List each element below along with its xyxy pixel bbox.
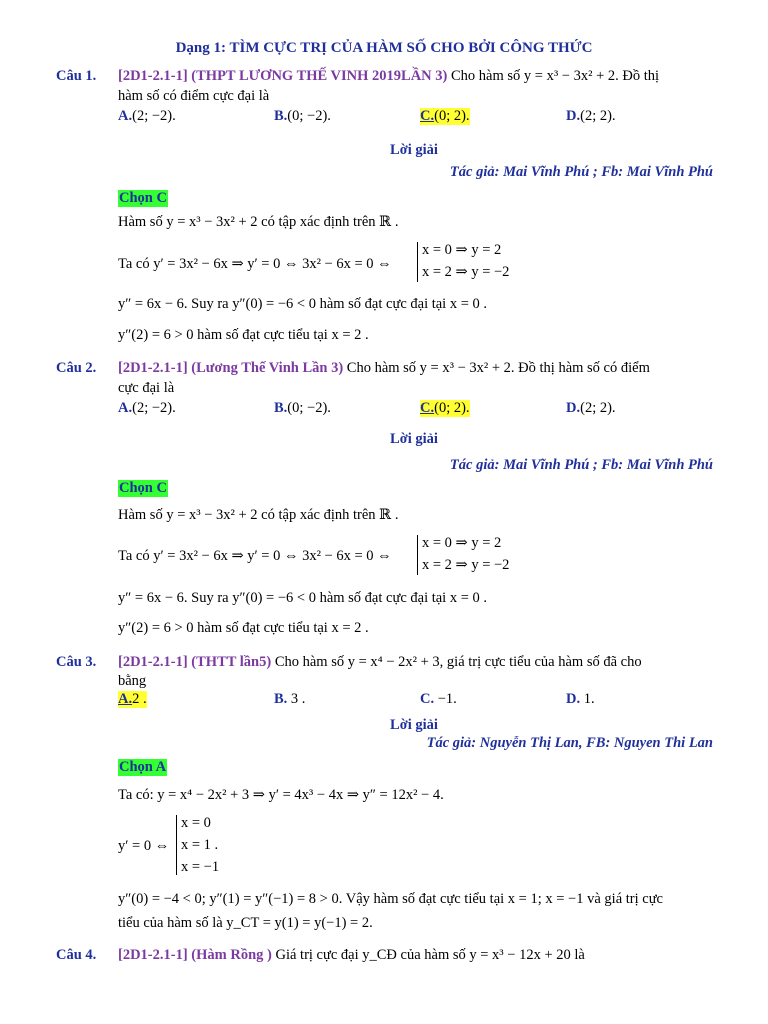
section-heading: Dạng 1: TÌM CỰC TRỊ CỦA HÀM SỐ CHO BỞI CÔNG THỨC — [175, 40, 593, 56]
question-3-stem-line1 — [118, 654, 642, 671]
question-2-solution-line4: y″(2) = 6 > 0 hàm số đạt cực tiểu tại x = 2 . — [118, 620, 369, 636]
question-1-case-bracket — [417, 242, 418, 282]
question-3-option-c[interactable]: C. −1. — [420, 691, 457, 707]
question-1-solution-line2: Ta có y′ = 3x² − 6x ⇒ y′ = 0 ⇔ 3x² − 6x = 0 ⇔ — [118, 256, 392, 272]
question-1-option-b[interactable]: B.(0; −2). — [274, 108, 331, 124]
question-1-source: (THPT LƯƠNG THẾ VINH 2019LẦN 3) — [191, 68, 448, 84]
question-4-source: (Hàm Rồng ) — [191, 947, 272, 963]
question-1-label: Câu 1. — [56, 68, 97, 84]
question-1-case-2: x = 2 ⇒ y = −2 — [422, 264, 510, 280]
question-2-source: (Lương Thế Vinh Lần 3) — [191, 360, 344, 376]
question-1-solution-line3: y″ = 6x − 6. Suy ra y″(0) = −6 < 0 hàm số đạt cực đại tại x = 0 . — [118, 296, 488, 312]
question-3-stem-line2: bằng — [118, 673, 147, 689]
question-3-label: Câu 3. — [56, 654, 97, 670]
question-3-solution-line4: tiểu của hàm số là y_CT = y(1) = y(−1) = 2. — [118, 915, 373, 931]
question-2-solution-line1: Hàm số y = x³ − 3x² + 2 có tập xác định trên ℝ . — [118, 507, 399, 523]
question-2-option-a[interactable]: A.(2; −2). — [118, 400, 176, 416]
question-2-option-c[interactable]: C.(0; 2). — [420, 400, 470, 416]
question-2-option-d[interactable]: D.(2; 2). — [566, 400, 616, 416]
question-1-solution-line1: Hàm số y = x³ − 3x² + 2 có tập xác định trên ℝ . — [118, 214, 399, 230]
question-1-option-d[interactable]: D.(2; 2). — [566, 108, 616, 124]
question-3-solution-line3: y″(0) = −4 < 0; y″(1) = y″(−1) = 8 > 0. Vậy hàm số đạt cực tiểu tại x = 1; x = −1 và giá trị cực — [118, 891, 663, 907]
question-3-answer-badge: Chọn A — [119, 759, 167, 775]
question-4-label: Câu 4. — [56, 947, 97, 963]
question-2-case-2: x = 2 ⇒ y = −2 — [422, 557, 510, 573]
question-3-option-a[interactable]: A.2 . — [118, 691, 147, 707]
question-4-stem-text: Giá trị cực đại y_CĐ của hàm số y = x³ − 12x + 20 là — [275, 947, 585, 963]
question-1-case-1: x = 0 ⇒ y = 2 — [422, 242, 502, 258]
question-2-stem-line1 — [118, 360, 650, 377]
question-3-option-d[interactable]: D. 1. — [566, 691, 595, 707]
question-2-solution-line2: Ta có y′ = 3x² − 6x ⇒ y′ = 0 ⇔ 3x² − 6x = 0 ⇔ — [118, 548, 392, 564]
question-3-case-bracket — [176, 815, 177, 875]
question-4-code: [2D1-2.1-1] — [118, 947, 188, 963]
question-3-solution-title: Lời giải — [390, 717, 438, 733]
question-3-solution-line1: Ta có: y = x⁴ − 2x² + 3 ⇒ y′ = 4x³ − 4x ⇒ y″ = 12x² − 4. — [118, 787, 444, 803]
question-2-author: Tác giả: Mai Vĩnh Phú ; Fb: Mai Vĩnh Phú — [449, 457, 713, 473]
question-1-option-a[interactable]: A.(2; −2). — [118, 108, 176, 124]
question-1-code: [2D1-2.1-1] — [118, 68, 188, 84]
question-2-case-bracket — [417, 535, 418, 575]
question-1-stem-text: Cho hàm số y = x³ − 3x² + 2. Đồ thị — [451, 68, 660, 84]
question-2-solution-line3: y″ = 6x − 6. Suy ra y″(0) = −6 < 0 hàm số đạt cực đại tại x = 0 . — [118, 590, 488, 606]
question-1-answer-badge: Chọn C — [119, 190, 167, 206]
question-3-case-1: x = 0 — [181, 815, 211, 831]
question-3-case-2: x = 1 . — [181, 837, 219, 853]
question-1-option-c[interactable]: C.(0; 2). — [420, 108, 470, 124]
question-3-case-3: x = −1 — [181, 859, 220, 875]
question-3-option-b[interactable]: B. 3 . — [274, 691, 306, 707]
question-2-stem-text: Cho hàm số y = x³ − 3x² + 2. Đồ thị hàm số có điểm — [346, 360, 650, 376]
question-2-answer-badge: Chọn C — [119, 480, 167, 496]
question-1-stem-line1 — [118, 68, 659, 85]
question-3-author: Tác giả: Nguyễn Thị Lan, FB: Nguyen Thi Lan — [426, 735, 713, 751]
question-3-solution-line2: y′ = 0 ⇔ — [118, 838, 170, 854]
question-1-stem-line2: hàm số có điểm cực đại là — [118, 88, 270, 104]
question-4-stem-line1 — [118, 947, 585, 964]
question-2-code: [2D1-2.1-1] — [118, 360, 188, 376]
question-3-code: [2D1-2.1-1] — [118, 654, 188, 670]
question-2-solution-title: Lời giải — [390, 431, 438, 447]
question-2-option-b[interactable]: B.(0; −2). — [274, 400, 331, 416]
question-2-stem-line2: cực đại là — [118, 380, 175, 396]
question-1-solution-title: Lời giải — [390, 142, 438, 158]
question-2-case-1: x = 0 ⇒ y = 2 — [422, 535, 502, 551]
question-3-source: (THTT lần5) — [191, 654, 272, 670]
question-1-author: Tác giả: Mai Vĩnh Phú ; Fb: Mai Vĩnh Phú — [449, 164, 713, 180]
question-2-label: Câu 2. — [56, 360, 97, 376]
question-1-solution-line4: y″(2) = 6 > 0 hàm số đạt cực tiểu tại x = 2 . — [118, 327, 369, 343]
question-3-stem-text: Cho hàm số y = x⁴ − 2x² + 3, giá trị cực tiểu của hàm số đã cho — [274, 654, 642, 670]
